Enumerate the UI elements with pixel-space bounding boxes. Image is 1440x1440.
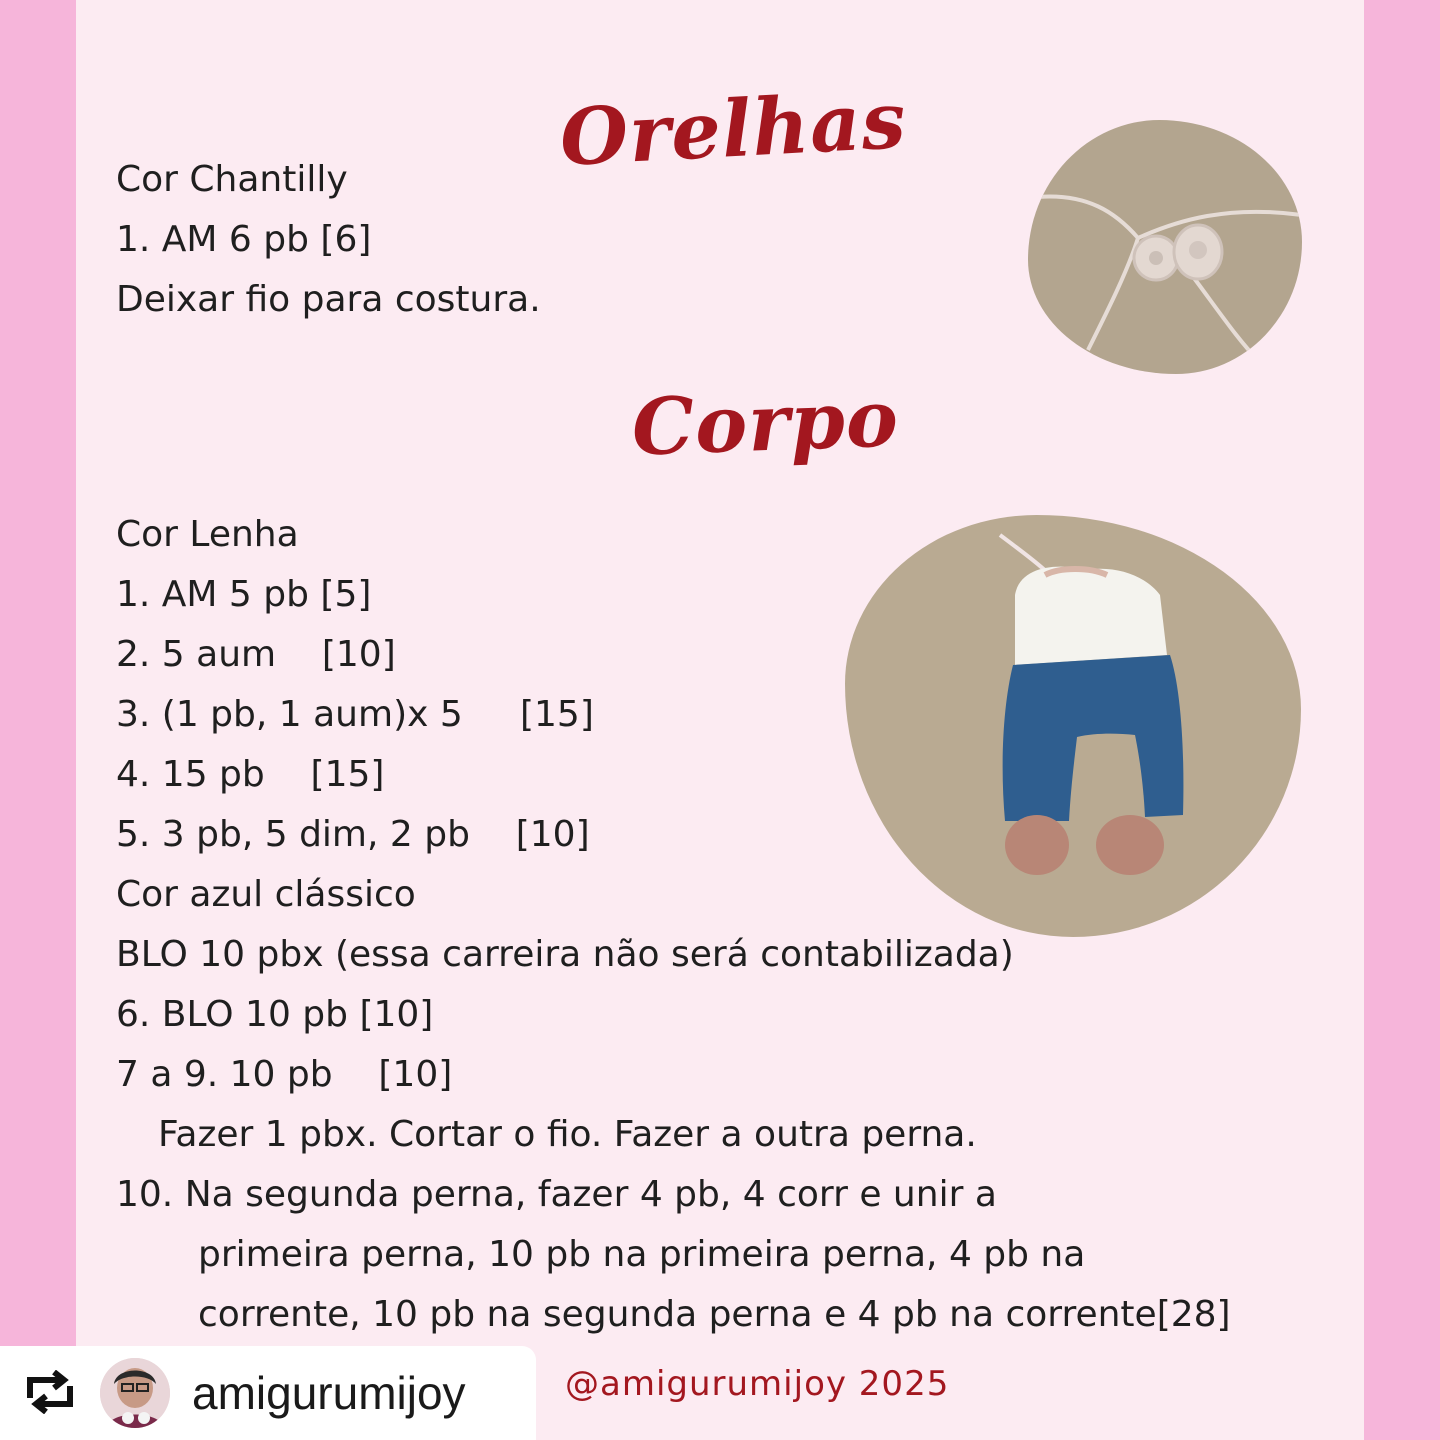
instruction-line: 10. Na segunda perna, fazer 4 pb, 4 corr e unir a xyxy=(116,1174,997,1215)
instruction-line: Fazer 1 pbx. Cortar o fio. Fazer a outra perna. xyxy=(158,1114,977,1155)
instruction-line: 6. BLO 10 pb [10] xyxy=(116,994,434,1035)
instruction-line: 1. AM 5 pb [5] xyxy=(116,574,372,615)
instruction-line: Cor Lenha xyxy=(116,514,299,555)
credit-text: @amigurumijoy 2025 xyxy=(565,1364,950,1404)
instruction-line: Cor azul clássico xyxy=(116,874,416,915)
ears-heading: Orelhas xyxy=(557,74,909,185)
repost-icon[interactable] xyxy=(22,1370,78,1418)
instruction-line: Deixar fio para costura. xyxy=(116,279,541,320)
instruction-line: 4. 15 pb [15] xyxy=(116,754,385,795)
instruction-line: 3. (1 pb, 1 aum)x 5 [15] xyxy=(116,694,594,735)
ears-instructions xyxy=(116,150,541,330)
body-heading: Corpo xyxy=(630,373,901,474)
instruction-line: 2. 5 aum [10] xyxy=(116,634,396,675)
instruction-line: 1. AM 6 pb [6] xyxy=(116,219,372,260)
instruction-line: corrente, 10 pb na segunda perna e 4 pb na corrente[28] xyxy=(198,1294,1231,1335)
avatar[interactable] xyxy=(100,1358,170,1428)
instruction-line: Cor Chantilly xyxy=(116,159,348,200)
instruction-line: primeira perna, 10 pb na primeira perna, 4 pb na xyxy=(198,1234,1086,1275)
instruction-line: 7 a 9. 10 pb [10] xyxy=(116,1054,453,1095)
repost-bar xyxy=(0,1346,536,1440)
ears-photo xyxy=(1028,120,1302,374)
instruction-line: BLO 10 pbx (essa carreira não será contabilizada) xyxy=(116,934,1014,975)
repost-username[interactable]: amigurumijoy xyxy=(192,1367,466,1419)
instruction-line: 5. 3 pb, 5 dim, 2 pb [10] xyxy=(116,814,590,855)
